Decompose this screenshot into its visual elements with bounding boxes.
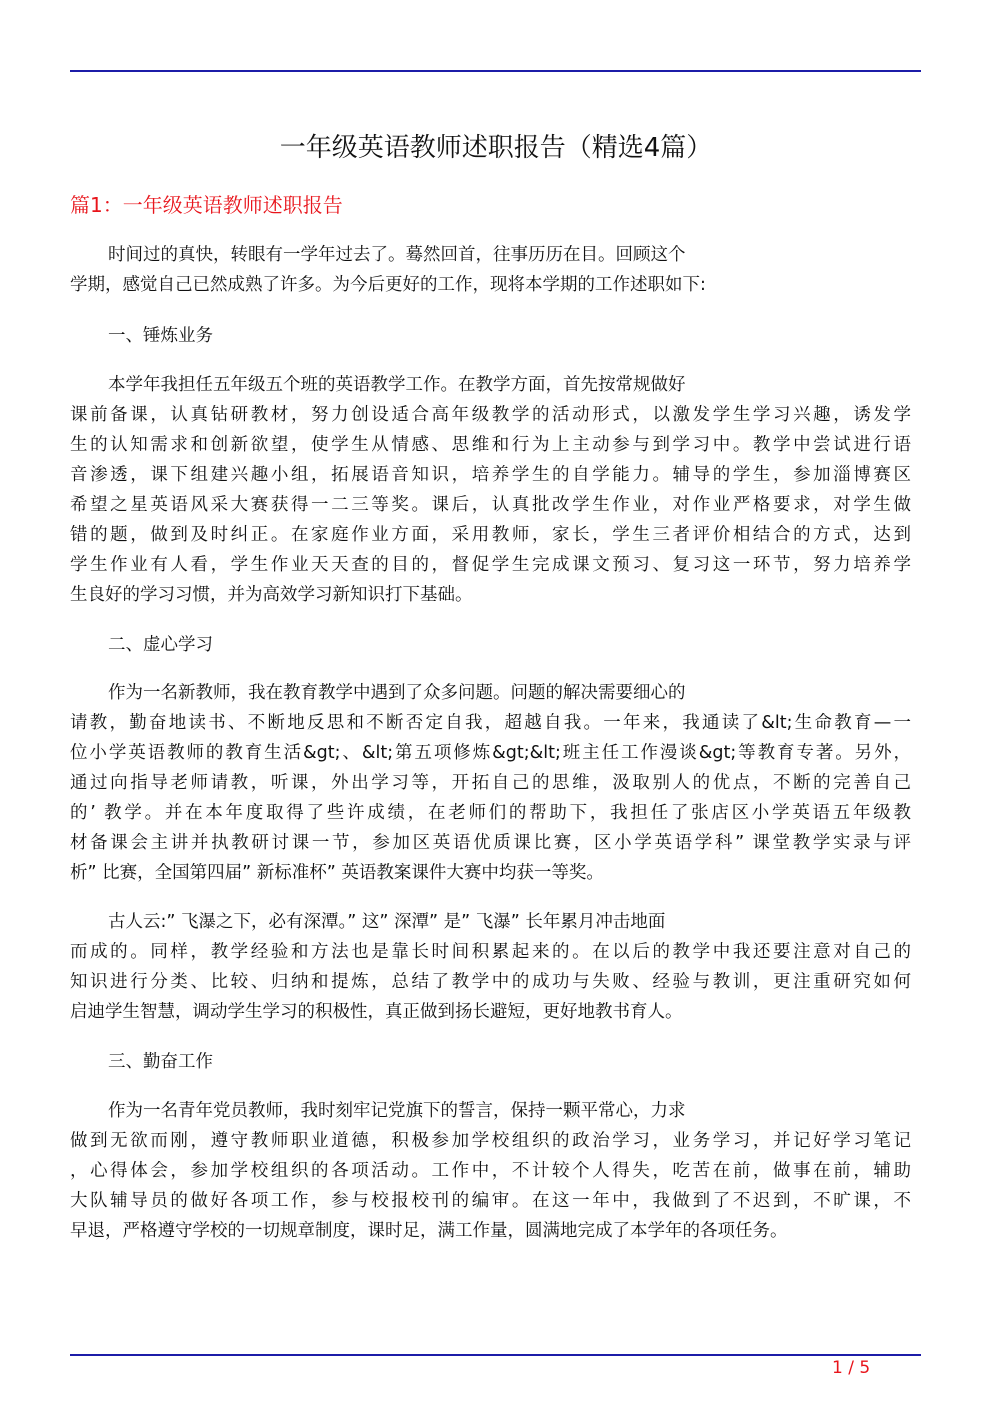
text-line: 位小学英语教师的教育生活&gt;、&lt;第五项修炼&gt;&lt;班主任工作漫谈&gt;等教育专著。另外， bbox=[70, 743, 911, 763]
text-line: 错的题，做到及时纠正。在家庭作业方面，采用教师，家长，学生三者评价相结合的方式，达到 bbox=[70, 525, 911, 545]
text-line: 音渗透，课下组建兴趣小组，拓展语音知识，培养学生的自学能力。辅导的学生，参加淄博赛区 bbox=[70, 465, 911, 485]
text-line: 做到无欲而刚，遵守教师职业道德，积极参加学校组织的政治学习，业务学习，并记好学习笔记 bbox=[70, 1131, 911, 1151]
text-line: 早退，严格遵守学校的一切规章制度，课时足，满工作量，圆满地完成了本学年的各项任务。 bbox=[70, 1221, 788, 1241]
text-line: 学生作业有人看，学生作业天天查的目的，督促学生完成课文预习、复习这一环节，努力培养学 bbox=[70, 555, 911, 575]
text-line: 时间过的真快，转眼有一学年过去了。蓦然回首，往事历历在目。回顾这个 bbox=[108, 245, 686, 265]
text-line: 古人云:” 飞瀑之下，必有深潭。” 这” 深潭” 是” 飞瀑” 长年累月冲击地面 bbox=[108, 912, 666, 932]
text-line: 析” 比赛，全国第四届” 新标准杯” 英语教案课件大赛中均获一等奖。 bbox=[70, 863, 604, 883]
section-heading: 二、虚心学习 bbox=[108, 635, 213, 655]
text-line: 希望之星英语风采大赛获得一二三等奖。课后，认真批改学生作业，对作业严格要求，对学生做 bbox=[70, 495, 911, 515]
section-heading: 三、勤奋工作 bbox=[108, 1052, 213, 1072]
article-heading: 篇1：一年级英语教师述职报告 bbox=[70, 193, 343, 217]
text-line: 生的认知需求和创新欲望，使学生从情感、思维和行为上主动参与到学习中。教学中尝试进行语 bbox=[70, 435, 911, 455]
text-line: 生良好的学习习惯，并为高效学习新知识打下基础。 bbox=[70, 585, 473, 605]
top-rule bbox=[70, 70, 921, 72]
text-line: 材备课会主讲并执教研讨课一节，参加区英语优质课比赛，区小学英语学科” 课堂教学实录与评 bbox=[70, 833, 911, 853]
paragraph bbox=[70, 240, 911, 300]
paragraph bbox=[70, 907, 911, 1027]
text-line: 本学年我担任五年级五个班的英语教学工作。在教学方面，首先按常规做好 bbox=[108, 375, 686, 395]
text-line: 而成的。同样，教学经验和方法也是靠长时间积累起来的。在以后的教学中我还要注意对自己的 bbox=[70, 942, 911, 962]
page-number: 1 / 5 bbox=[832, 1358, 871, 1378]
text-line: ，心得体会，参加学校组织的各项活动。工作中，不计较个人得失，吃苦在前，做事在前，辅助 bbox=[70, 1161, 911, 1181]
paragraph bbox=[70, 678, 911, 888]
paragraph bbox=[70, 1096, 911, 1246]
text-line: 大队辅导员的做好各项工作，参与校报校刊的编审。在这一年中，我做到了不迟到，不旷课，不 bbox=[70, 1191, 911, 1211]
bottom-rule bbox=[70, 1354, 921, 1356]
text-line: 作为一名新教师，我在教育教学中遇到了众多问题。问题的解决需要细心的 bbox=[108, 683, 686, 703]
text-line: 课前备课，认真钻研教材，努力创设适合高年级教学的活动形式，以激发学生学习兴趣，诱发学 bbox=[70, 405, 911, 425]
text-line: 学期，感觉自己已然成熟了许多。为今后更好的工作，现将本学期的工作述职如下: bbox=[70, 275, 706, 295]
document-title: 一年级英语教师述职报告（精选4篇） bbox=[279, 133, 713, 163]
text-line: 知识进行分类、比较、归纳和提炼，总结了教学中的成功与失败、经验与教训，更注重研究如何 bbox=[70, 972, 911, 992]
text-line: 启迪学生智慧，调动学生学习的积极性，真正做到扬长避短，更好地教书育人。 bbox=[70, 1002, 683, 1022]
text-line: 作为一名青年党员教师，我时刻牢记党旗下的誓言，保持一颗平常心，力求 bbox=[108, 1101, 686, 1121]
text-line: 通过向指导老师请教，听课，外出学习等，开拓自己的思维，汲取别人的优点，不断的完善自己 bbox=[70, 773, 911, 793]
text-line: 的’ 教学。并在本年度取得了些许成绩，在老师们的帮助下，我担任了张店区小学英语五年级教 bbox=[70, 803, 911, 823]
paragraph bbox=[70, 370, 911, 610]
text-line: 请教，勤奋地读书、不断地反思和不断否定自我，超越自我。一年来，我通读了&lt;生命教育—一 bbox=[70, 713, 911, 733]
section-heading: 一、锤炼业务 bbox=[108, 326, 213, 346]
